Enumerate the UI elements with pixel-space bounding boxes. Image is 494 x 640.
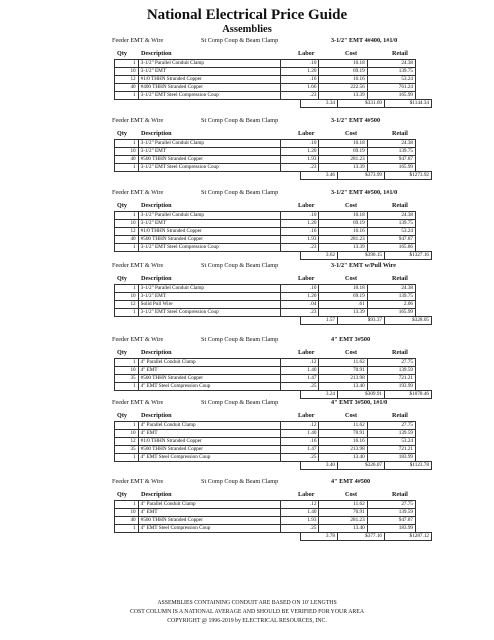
row-description: #1/0 THHN Stranded Copper: [138, 76, 281, 84]
column-header-retail: Retail: [392, 491, 408, 498]
row-description: 3-1/2" EMT: [138, 220, 281, 228]
column-header-retail: Retail: [392, 50, 408, 57]
row-retail: 947.87: [367, 156, 415, 164]
row-labor: 1.20: [281, 293, 319, 301]
section-feeder: Feeder EMT & Wire: [112, 399, 164, 406]
section-coupling: St Comp Coup & Beam Clamp: [201, 189, 279, 196]
column-header-qty: Qty: [117, 275, 127, 282]
row-retail: 27.75: [367, 422, 415, 430]
items-table: [114, 421, 416, 462]
column-header-labor: Labor: [298, 202, 315, 209]
total-retail: $1327.16: [385, 252, 432, 260]
section-size: 3-1/2" EMT 4#400, 1#1/0: [331, 37, 398, 44]
row-cost: 281.23: [319, 236, 367, 244]
table-row: [115, 228, 416, 236]
column-header-cost: Cost: [345, 491, 358, 498]
column-headers: [0, 274, 494, 283]
row-qty: 12: [115, 228, 139, 236]
row-labor: 1.47: [281, 446, 319, 454]
row-retail: 183.99: [367, 525, 415, 533]
row-description: 3-1/2" Parallel Conduit Clamp: [138, 285, 281, 293]
row-retail: 165.99: [367, 309, 415, 317]
row-retail: 53.24: [367, 228, 415, 236]
row-labor: .25: [281, 454, 319, 462]
section-feeder: Feeder EMT & Wire: [112, 478, 164, 485]
row-labor: .16: [281, 438, 319, 446]
column-header-description: Description: [141, 491, 172, 498]
row-retail: 24.38: [367, 140, 415, 148]
total-labor: 3.34: [301, 100, 338, 108]
section-coupling: St Comp Coup & Beam Clamp: [201, 262, 279, 269]
column-headers: [0, 129, 494, 138]
section-feeder: Feeder EMT & Wire: [112, 37, 164, 44]
row-qty: 40: [115, 156, 139, 164]
row-qty: 40: [115, 84, 139, 92]
total-labor: 1.57: [301, 317, 338, 325]
row-cost: 13.40: [319, 454, 367, 462]
total-cost: $390.15: [338, 252, 385, 260]
row-description: Solid Pull Wire: [138, 301, 281, 309]
row-retail: 24.38: [367, 285, 415, 293]
items-table: [114, 284, 416, 317]
column-headers: [0, 490, 494, 499]
footer-notes: [0, 599, 494, 626]
row-retail: 139.59: [367, 509, 415, 517]
row-qty: 1: [115, 422, 139, 430]
section-feeder: Feeder EMT & Wire: [112, 262, 164, 269]
column-headers: [0, 348, 494, 357]
row-retail: 27.75: [367, 501, 415, 509]
row-cost: 13.39: [319, 164, 367, 172]
row-qty: 1: [115, 359, 139, 367]
row-qty: 10: [115, 293, 139, 301]
row-retail: 53.24: [367, 438, 415, 446]
page-title: National Electrical Price Guide: [146, 7, 348, 23]
row-retail: 165.99: [367, 164, 415, 172]
table-row: [115, 438, 416, 446]
row-labor: 1.93: [281, 236, 319, 244]
items-table: [114, 358, 416, 391]
row-description: #400 THHN Stranded Copper: [138, 84, 281, 92]
column-header-description: Description: [141, 50, 172, 57]
total-labor: 3.40: [301, 462, 338, 470]
table-row: [115, 76, 416, 84]
row-cost: 213.98: [319, 375, 367, 383]
row-labor: .23: [281, 244, 319, 252]
row-retail: 139.75: [367, 220, 415, 228]
table-row: [115, 367, 416, 375]
row-description: 4" EMT Steel Compression Coup: [138, 454, 281, 462]
footer-line: COPYRIGHT @ 1996-2019 by ELECTRICAL RESOURCES, INC.: [167, 618, 327, 624]
table-row: [115, 156, 416, 164]
row-qty: 1: [115, 92, 139, 100]
row-labor: .04: [281, 301, 319, 309]
row-retail: 947.87: [367, 236, 415, 244]
row-description: 4" Parallel Conduit Clamp: [138, 359, 281, 367]
row-retail: 193.99: [367, 383, 415, 391]
row-retail: 761.24: [367, 84, 415, 92]
row-qty: 1: [115, 164, 139, 172]
row-description: 3-1/2" EMT Steel Compression Coup: [138, 309, 281, 317]
column-headers: [0, 411, 494, 420]
row-cost: 16.16: [319, 438, 367, 446]
totals-row: [300, 316, 432, 325]
row-description: 4" EMT Steel Compression Coup: [138, 383, 281, 391]
row-cost: 13.40: [319, 383, 367, 391]
column-header-labor: Labor: [298, 349, 315, 356]
row-description: 4" EMT: [138, 430, 281, 438]
row-cost: 70.91: [319, 430, 367, 438]
column-header-description: Description: [141, 130, 172, 137]
row-qty: 10: [115, 430, 139, 438]
section-size: 4" EMT 4#500: [331, 478, 371, 485]
section-header: [0, 36, 494, 46]
section-header: [0, 398, 494, 408]
row-retail: 947.87: [367, 517, 415, 525]
row-description: 3-1/2" EMT: [138, 148, 281, 156]
row-cost: 69.19: [319, 68, 367, 76]
row-description: 3-1/2" EMT Steel Compression Coup: [138, 244, 281, 252]
page-subtitle: Assemblies: [222, 24, 272, 35]
column-header-description: Description: [141, 349, 172, 356]
row-retail: 721.21: [367, 446, 415, 454]
row-qty: 1: [115, 140, 139, 148]
total-cost: $309.91: [338, 391, 385, 399]
column-header-cost: Cost: [345, 349, 358, 356]
column-header-qty: Qty: [117, 349, 127, 356]
table-row: [115, 140, 416, 148]
row-cost: 13.39: [319, 309, 367, 317]
row-description: 3-1/2" EMT Steel Compression Coup: [138, 92, 281, 100]
row-retail: 53.24: [367, 76, 415, 84]
total-cost: $377.16: [338, 533, 385, 541]
row-description: 4" Parallel Conduit Clamp: [138, 501, 281, 509]
section-feeder: Feeder EMT & Wire: [112, 189, 164, 196]
column-header-cost: Cost: [345, 50, 358, 57]
row-labor: 1.40: [281, 367, 319, 375]
section-coupling: St Comp Coup & Beam Clamp: [201, 336, 279, 343]
row-labor: 1.93: [281, 517, 319, 525]
row-description: 3-1/2" EMT Steel Compression Coup: [138, 164, 281, 172]
row-labor: .10: [281, 212, 319, 220]
row-description: 4" EMT: [138, 367, 281, 375]
row-retail: 139.59: [367, 367, 415, 375]
total-cost: $326.07: [338, 462, 385, 470]
totals-row: [300, 461, 432, 470]
column-header-description: Description: [141, 412, 172, 419]
table-row: [115, 509, 416, 517]
column-header-description: Description: [141, 275, 172, 282]
section-header: [0, 188, 494, 198]
total-retail: $1078.46: [385, 391, 432, 399]
table-row: [115, 293, 416, 301]
row-cost: 70.91: [319, 509, 367, 517]
column-header-cost: Cost: [345, 202, 358, 209]
row-labor: 1.66: [281, 84, 319, 92]
section-header: [0, 335, 494, 345]
row-labor: .12: [281, 359, 319, 367]
row-qty: 1: [115, 525, 139, 533]
row-cost: 13.39: [319, 244, 367, 252]
table-row: [115, 60, 416, 68]
row-cost: 16.16: [319, 76, 367, 84]
row-retail: 183.99: [367, 454, 415, 462]
row-cost: 10.18: [319, 140, 367, 148]
total-retail: $328.05: [385, 317, 432, 325]
row-qty: 1: [115, 244, 139, 252]
column-header-cost: Cost: [345, 130, 358, 137]
column-header-retail: Retail: [392, 349, 408, 356]
row-cost: 70.91: [319, 367, 367, 375]
row-cost: 213.98: [319, 446, 367, 454]
row-labor: 1.47: [281, 375, 319, 383]
table-row: [115, 236, 416, 244]
row-qty: 10: [115, 220, 139, 228]
row-labor: 1.93: [281, 156, 319, 164]
row-qty: 1: [115, 212, 139, 220]
row-labor: .25: [281, 383, 319, 391]
row-cost: 10.18: [319, 285, 367, 293]
row-labor: 1.40: [281, 509, 319, 517]
column-header-qty: Qty: [117, 130, 127, 137]
row-description: #500 THHN Stranded Copper: [138, 236, 281, 244]
row-description: #500 THHN Stranded Copper: [138, 375, 281, 383]
table-row: [115, 446, 416, 454]
row-cost: 281.23: [319, 156, 367, 164]
total-retail: $1273.92: [385, 172, 432, 180]
row-cost: .61: [319, 301, 367, 309]
items-table: [114, 500, 416, 533]
total-labor: 3.78: [301, 533, 338, 541]
row-retail: 139.75: [367, 148, 415, 156]
table-row: [115, 430, 416, 438]
row-labor: .12: [281, 501, 319, 509]
row-labor: 1.20: [281, 220, 319, 228]
table-row: [115, 68, 416, 76]
row-cost: 69.19: [319, 293, 367, 301]
row-labor: 1.20: [281, 148, 319, 156]
table-row: [115, 501, 416, 509]
column-header-labor: Labor: [298, 275, 315, 282]
row-description: #1/0 THHN Stranded Copper: [138, 438, 281, 446]
row-labor: .10: [281, 60, 319, 68]
table-row: [115, 148, 416, 156]
table-row: [115, 220, 416, 228]
row-cost: 13.39: [319, 92, 367, 100]
section-coupling: St Comp Coup & Beam Clamp: [201, 399, 279, 406]
row-qty: 1: [115, 383, 139, 391]
row-retail: 165.99: [367, 92, 415, 100]
row-description: 4" EMT Steel Compression Coup: [138, 525, 281, 533]
total-retail: $1144.34: [385, 100, 432, 108]
row-qty: 1: [115, 501, 139, 509]
row-cost: 10.18: [319, 60, 367, 68]
row-retail: 139.75: [367, 68, 415, 76]
row-qty: 12: [115, 438, 139, 446]
row-description: 3-1/2" EMT: [138, 68, 281, 76]
row-qty: 10: [115, 148, 139, 156]
total-retail: $1123.78: [385, 462, 432, 470]
row-labor: .12: [281, 422, 319, 430]
column-header-labor: Labor: [298, 491, 315, 498]
column-header-qty: Qty: [117, 202, 127, 209]
column-header-qty: Qty: [117, 50, 127, 57]
totals-row: [300, 171, 432, 180]
total-labor: 3.62: [301, 252, 338, 260]
row-description: #1/0 THHN Stranded Copper: [138, 228, 281, 236]
column-header-cost: Cost: [345, 275, 358, 282]
column-header-retail: Retail: [392, 275, 408, 282]
row-labor: .10: [281, 285, 319, 293]
row-labor: 1.20: [281, 68, 319, 76]
row-cost: 11.62: [319, 359, 367, 367]
row-cost: 11.62: [319, 422, 367, 430]
row-labor: .23: [281, 92, 319, 100]
row-qty: 1: [115, 285, 139, 293]
row-labor: 1.40: [281, 430, 319, 438]
row-description: 4" Parallel Conduit Clamp: [138, 422, 281, 430]
row-labor: .25: [281, 525, 319, 533]
column-header-labor: Labor: [298, 130, 315, 137]
row-labor: .16: [281, 76, 319, 84]
row-qty: 40: [115, 517, 139, 525]
footer-line: COST COLUMN IS A NATIONAL AVERAGE AND SHOULD BE VERIFIED FOR YOUR AREA: [129, 609, 365, 615]
totals-row: [300, 99, 432, 108]
row-cost: 69.19: [319, 148, 367, 156]
section-feeder: Feeder EMT & Wire: [112, 117, 164, 124]
row-qty: 35: [115, 446, 139, 454]
row-description: 3-1/2" Parallel Conduit Clamp: [138, 140, 281, 148]
footer-line: ASSEMBLIES CONTAINING CONDUIT ARE BASED ON 10' LENGTHS: [157, 600, 337, 606]
column-headers: [0, 201, 494, 210]
section-size: 3-1/2" EMT 4#500, 1#1/0: [331, 189, 398, 196]
table-row: [115, 84, 416, 92]
row-description: 3-1/2" EMT: [138, 293, 281, 301]
column-headers: [0, 49, 494, 58]
section-coupling: St Comp Coup & Beam Clamp: [201, 478, 279, 485]
section-coupling: St Comp Coup & Beam Clamp: [201, 117, 279, 124]
section-header: [0, 477, 494, 487]
row-cost: 13.40: [319, 525, 367, 533]
total-cost: $93.37: [338, 317, 385, 325]
column-header-labor: Labor: [298, 412, 315, 419]
row-qty: 10: [115, 509, 139, 517]
column-header-retail: Retail: [392, 412, 408, 419]
row-description: #500 THHN Stranded Copper: [138, 446, 281, 454]
column-header-description: Description: [141, 202, 172, 209]
row-cost: 69.19: [319, 220, 367, 228]
row-retail: 139.59: [367, 430, 415, 438]
table-row: [115, 517, 416, 525]
section-header: [0, 116, 494, 126]
row-qty: 10: [115, 68, 139, 76]
row-qty: 1: [115, 60, 139, 68]
row-cost: 16.16: [319, 228, 367, 236]
row-description: 3-1/2" Parallel Conduit Clamp: [138, 212, 281, 220]
table-row: [115, 301, 416, 309]
section-size: 3-1/2" EMT 4#500: [331, 117, 381, 124]
section-size: 4" EMT 3#500, 1#1/0: [331, 399, 388, 406]
table-row: [115, 359, 416, 367]
row-labor: .23: [281, 164, 319, 172]
column-header-qty: Qty: [117, 412, 127, 419]
row-retail: 165.86: [367, 244, 415, 252]
section-coupling: St Comp Coup & Beam Clamp: [201, 37, 279, 44]
totals-row: [300, 532, 432, 541]
column-header-qty: Qty: [117, 491, 127, 498]
row-retail: 24.38: [367, 60, 415, 68]
table-row: [115, 422, 416, 430]
row-cost: 281.23: [319, 517, 367, 525]
row-qty: 35: [115, 375, 139, 383]
row-cost: 11.62: [319, 501, 367, 509]
row-labor: .23: [281, 309, 319, 317]
table-row: [115, 285, 416, 293]
row-labor: .10: [281, 140, 319, 148]
totals-row: [300, 251, 432, 260]
row-retail: 27.75: [367, 359, 415, 367]
row-cost: 10.18: [319, 212, 367, 220]
row-description: #500 THHN Stranded Copper: [138, 156, 281, 164]
row-qty: 12: [115, 76, 139, 84]
section-header: [0, 261, 494, 271]
column-header-retail: Retail: [392, 130, 408, 137]
row-qty: 12: [115, 301, 139, 309]
row-retail: 721.21: [367, 375, 415, 383]
row-qty: 10: [115, 367, 139, 375]
row-labor: .16: [281, 228, 319, 236]
items-table: [114, 59, 416, 100]
section-size: 3-1/2" EMT w/Pull Wire: [331, 262, 397, 269]
table-row: [115, 375, 416, 383]
row-retail: 2.06: [367, 301, 415, 309]
column-header-labor: Labor: [298, 50, 315, 57]
total-retail: $1287.12: [385, 533, 432, 541]
column-header-retail: Retail: [392, 202, 408, 209]
row-cost: 222.56: [319, 84, 367, 92]
row-qty: 40: [115, 236, 139, 244]
section-size: 4" EMT 3#500: [331, 336, 371, 343]
total-cost: $373.99: [338, 172, 385, 180]
table-row: [115, 212, 416, 220]
items-table: [114, 211, 416, 252]
row-retail: 139.75: [367, 293, 415, 301]
row-description: 4" EMT: [138, 509, 281, 517]
row-qty: 1: [115, 309, 139, 317]
total-cost: $331.69: [338, 100, 385, 108]
section-feeder: Feeder EMT & Wire: [112, 336, 164, 343]
row-description: #500 THHN Stranded Copper: [138, 517, 281, 525]
row-retail: 24.38: [367, 212, 415, 220]
column-header-cost: Cost: [345, 412, 358, 419]
row-qty: 1: [115, 454, 139, 462]
row-description: 3-1/2" Parallel Conduit Clamp: [138, 60, 281, 68]
total-labor: 3.24: [301, 391, 338, 399]
items-table: [114, 139, 416, 172]
total-labor: 3.46: [301, 172, 338, 180]
